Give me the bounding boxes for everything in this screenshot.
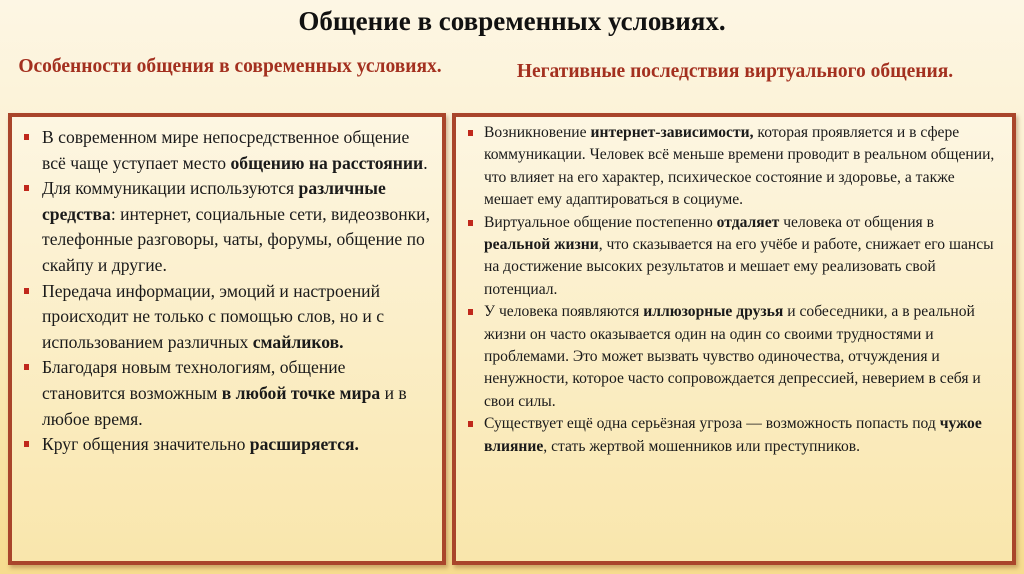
- list-item: [484, 413, 1000, 458]
- consequences-box: [452, 113, 1016, 565]
- text: .: [423, 152, 428, 173]
- consequences-list: [456, 117, 1012, 458]
- bold-text: общению на расстоянии: [230, 152, 424, 173]
- left-heading: Особенности общения в современных условиях.: [18, 56, 442, 77]
- features-list: [12, 117, 442, 458]
- text: которая проявляется и в сфере коммуникации. Человек всё меньше времени проводит в реальном общении, что влияет на его характер, психическое состояние и здоровье, а также мешает ему адаптироваться в социуме.: [484, 124, 995, 209]
- text: человека от общения в: [779, 213, 934, 231]
- list-item: [42, 176, 432, 278]
- list-item: [484, 212, 1000, 302]
- slide-title: Общение в современных условиях.: [298, 6, 726, 36]
- bold-text: чужое влияние: [484, 415, 982, 455]
- list-item: [42, 355, 432, 432]
- text: Передача информации, эмоций и настроений происходит не только с помощью слов, но и с использованием различных: [42, 280, 385, 352]
- list-item: [484, 122, 1000, 212]
- bold-text: различные средства: [42, 178, 386, 224]
- text: Круг общения значительно: [42, 434, 250, 455]
- text: У человека появляются: [484, 303, 644, 321]
- text: Для коммуникации используются: [42, 178, 299, 199]
- bold-text: иллюзорные друзья: [643, 303, 784, 321]
- right-heading: Негативные последствия виртуального общения.: [516, 61, 954, 82]
- list-item: [484, 301, 1000, 413]
- text: , что сказывается на его учёбе и работе, снижает его шансы на достижение высоких результатов и мешает ему реализовать свой потенциал.: [484, 236, 994, 298]
- bold-text: в любой точке мира: [221, 382, 381, 403]
- text: Возникновение: [484, 124, 591, 141]
- text: Существует ещё одна серьёзная угроза — возможность попасть под: [484, 415, 940, 433]
- bold-text: отдаляет: [716, 213, 780, 231]
- text: Благодаря новым технологиям, общение становится возможным: [42, 357, 346, 403]
- text: В современном мире непосредственное общение всё чаще уступает место: [42, 127, 410, 173]
- bold-text: смайликов.: [252, 331, 344, 352]
- bold-text: интернет-зависимости,: [590, 124, 754, 141]
- text: и собеседники, а в реальной жизни он часто оказывается один на один со своими трудностями и проблемами. Это может вызвать чувство одиночества, отчуждения и ненужности, которое часто сопровождается депрессией, неверием в себя и свои силы.: [484, 303, 981, 410]
- list-item: [42, 432, 432, 458]
- text: , стать жертвой мошенников или преступников.: [543, 437, 861, 455]
- text: : интернет, социальные сети, видеозвонки, телефонные разговоры, чаты, форумы, общение по скайпу и другие.: [42, 203, 430, 275]
- text: Виртуальное общение постепенно: [484, 213, 717, 231]
- list-item: [42, 279, 432, 356]
- text: и в любое время.: [42, 382, 407, 429]
- list-item: [42, 125, 432, 176]
- bold-text: реальной жизни: [484, 236, 599, 254]
- features-box: [8, 113, 446, 565]
- bold-text: расширяется.: [249, 434, 359, 455]
